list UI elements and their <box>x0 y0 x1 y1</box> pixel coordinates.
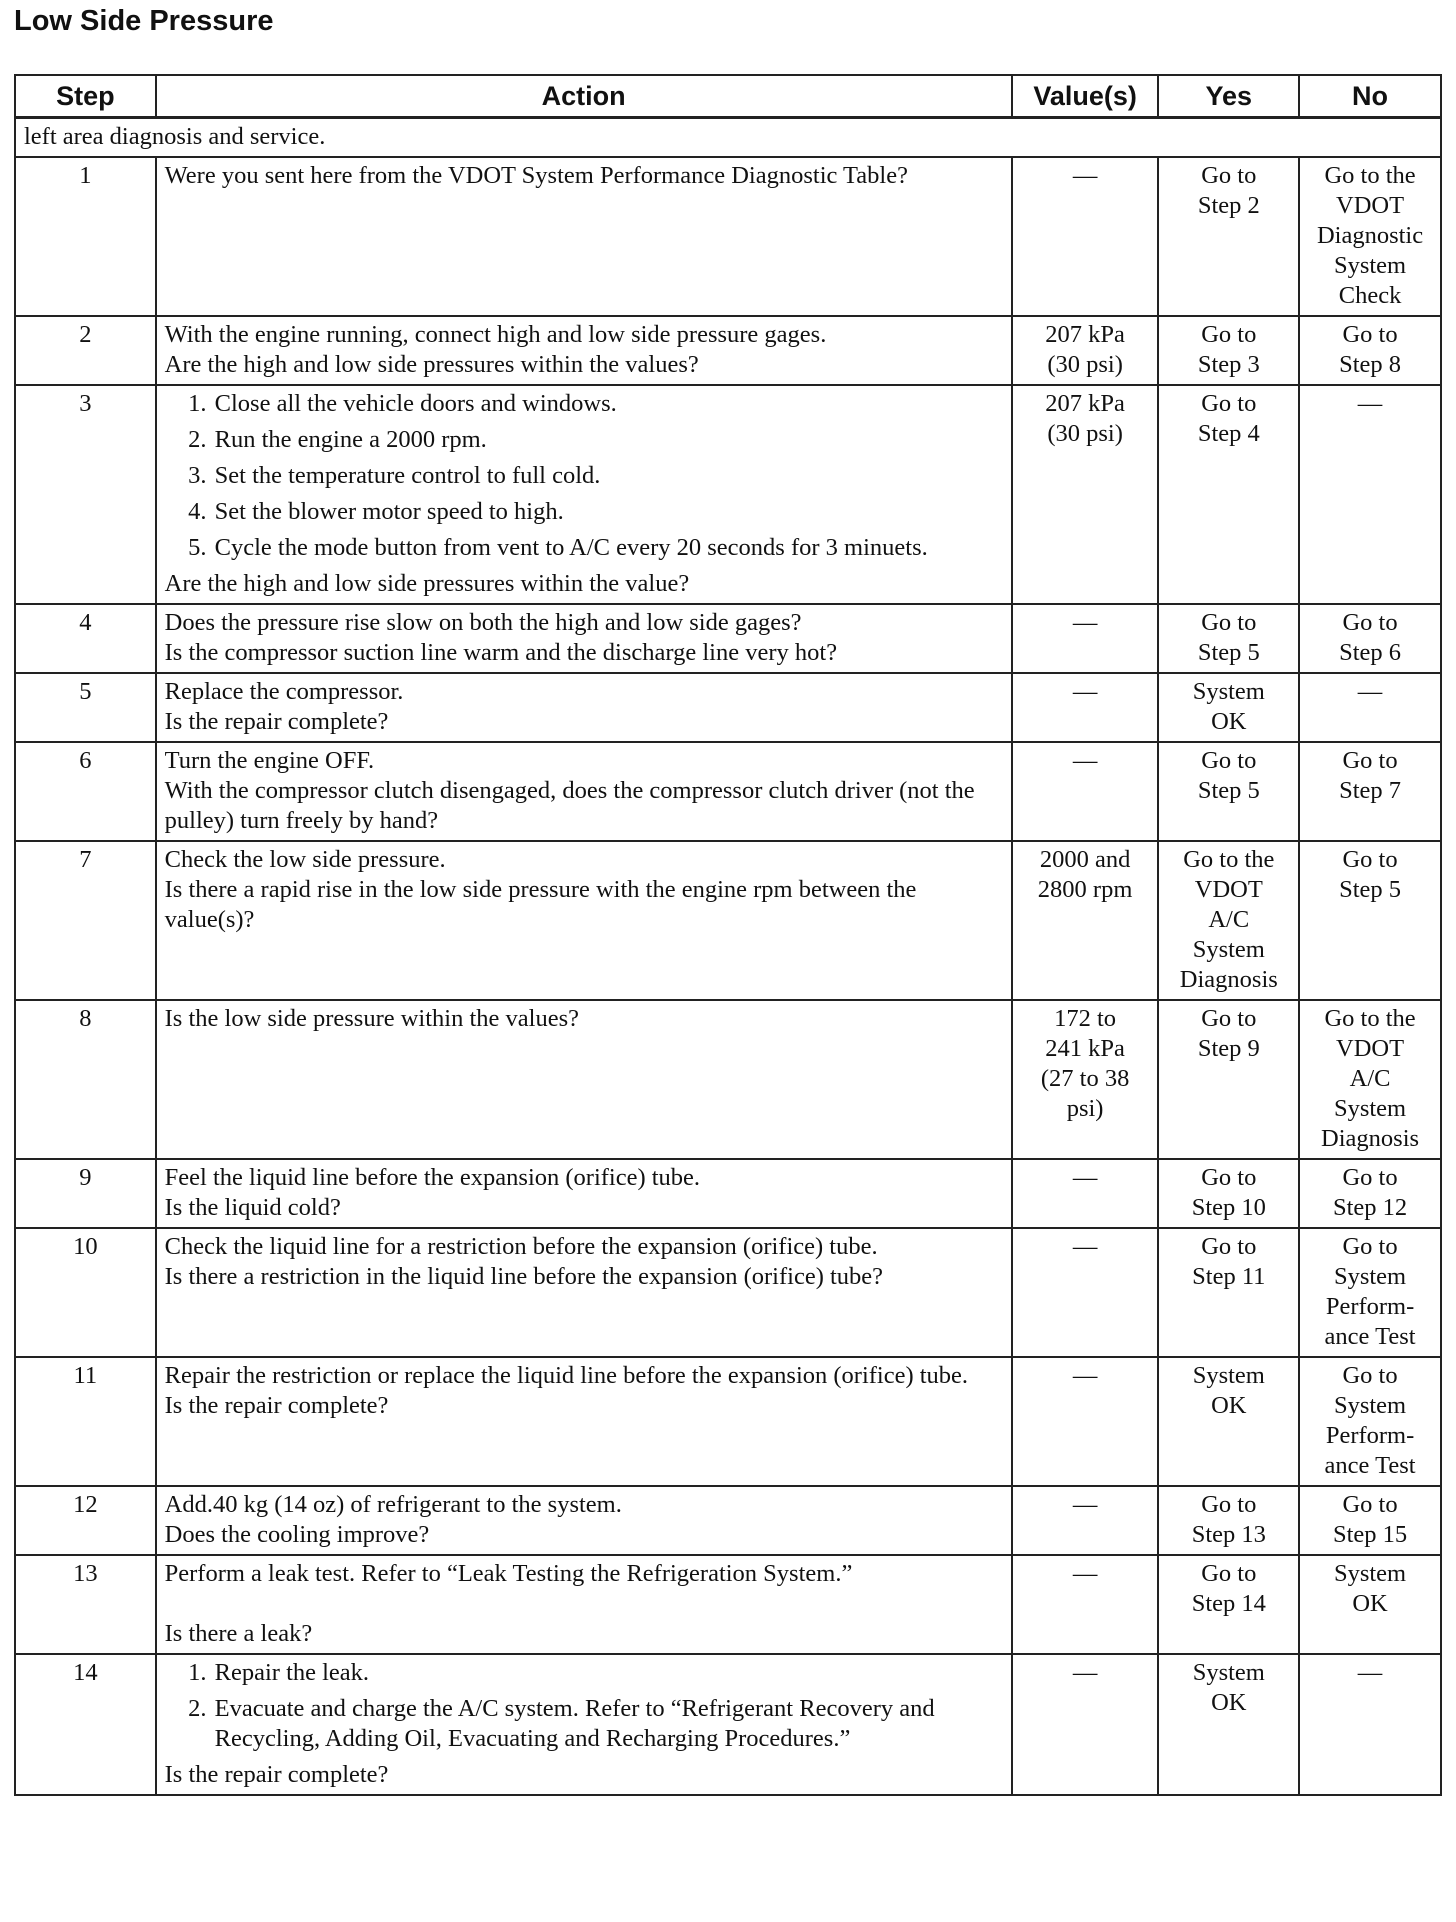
action-substep: 2. Run the engine a 2000 rpm. <box>213 425 1003 455</box>
header-action: Action <box>156 75 1012 118</box>
yes-cell <box>1158 316 1299 385</box>
action-cell <box>156 1654 1012 1795</box>
action-substep: 1. Close all the vehicle doors and windows. <box>213 389 1003 419</box>
value-line: 241 kPa <box>1045 1035 1125 1062</box>
no-line: Go to <box>1342 609 1398 636</box>
no-cell <box>1299 742 1441 841</box>
value-line: psi) <box>1066 1095 1104 1122</box>
yes-cell <box>1158 385 1299 604</box>
no-cell <box>1299 1654 1441 1795</box>
value-cell <box>1012 157 1159 316</box>
action-substep: 5. Cycle the mode button from vent to A/C every 20 seconds for 3 minuets. <box>213 533 1003 563</box>
step-number: 9 <box>15 1159 156 1228</box>
yes-line: Step 11 <box>1192 1263 1266 1290</box>
action-question: Are the high and low side pressures within the value? <box>164 570 690 597</box>
value-cell <box>1012 316 1159 385</box>
table-row <box>15 742 1441 841</box>
no-line: Go to <box>1342 1362 1398 1389</box>
no-line: Check <box>1338 282 1402 309</box>
action-line: Is the low side pressure within the values? <box>164 1005 579 1032</box>
action-line: Is there a rapid rise in the low side pressure with the engine rpm between the value(s)? <box>164 876 917 933</box>
yes-line: Go to the <box>1183 846 1275 873</box>
value-cell <box>1012 742 1159 841</box>
action-cell <box>156 1555 1012 1654</box>
value-line: — <box>1072 1164 1098 1191</box>
yes-line: System <box>1192 1362 1265 1389</box>
table-row <box>15 604 1441 673</box>
no-cell <box>1299 1357 1441 1486</box>
no-line: Go to the <box>1324 1005 1416 1032</box>
action-cell <box>156 1159 1012 1228</box>
yes-line: VDOT <box>1194 876 1263 903</box>
header-no: No <box>1299 75 1441 118</box>
action-substeps <box>165 1658 1003 1754</box>
value-line: — <box>1072 747 1098 774</box>
action-line: Is there a restriction in the liquid line before the expansion (orifice) tube? <box>164 1263 884 1290</box>
value-cell <box>1012 1159 1159 1228</box>
table-row <box>15 316 1441 385</box>
value-cell <box>1012 673 1159 742</box>
value-line: (30 psi) <box>1047 420 1123 447</box>
no-line: Step 5 <box>1339 876 1402 903</box>
value-line: (30 psi) <box>1047 351 1123 378</box>
no-line: Perform- <box>1325 1293 1415 1320</box>
table-row <box>15 1000 1441 1159</box>
yes-line: Go to <box>1201 747 1257 774</box>
no-line: Step 12 <box>1332 1194 1408 1221</box>
value-line: — <box>1072 1491 1098 1518</box>
value-line: — <box>1072 162 1098 189</box>
value-line: (27 to 38 <box>1040 1065 1130 1092</box>
no-line: System <box>1333 1263 1407 1290</box>
no-line: System <box>1333 1560 1407 1587</box>
value-cell <box>1012 1000 1159 1159</box>
step-number: 5 <box>15 673 156 742</box>
table-row <box>15 1159 1441 1228</box>
no-line: A/C <box>1349 1065 1391 1092</box>
no-cell <box>1299 316 1441 385</box>
action-line <box>165 1589 1003 1619</box>
yes-line: OK <box>1211 708 1247 735</box>
no-line: Diagnosis <box>1321 1125 1420 1152</box>
yes-line: Step 13 <box>1191 1521 1266 1548</box>
yes-cell <box>1158 742 1299 841</box>
yes-cell <box>1158 841 1299 1000</box>
intro-text: left area diagnosis and service. <box>15 118 1441 158</box>
action-line: With the compressor clutch disengaged, does the compressor clutch driver (not the pulley) turn freely by hand? <box>164 777 975 834</box>
value-line: — <box>1072 1362 1098 1389</box>
table-row <box>15 1228 1441 1357</box>
yes-line: Go to <box>1201 1560 1257 1587</box>
yes-line: System <box>1192 936 1265 963</box>
action-cell <box>156 604 1012 673</box>
action-line: Is there a leak? <box>164 1620 313 1647</box>
value-line: — <box>1072 1659 1098 1686</box>
table-row <box>15 1654 1441 1795</box>
yes-line: Step 5 <box>1197 639 1260 666</box>
table-row <box>15 385 1441 604</box>
table-row <box>15 1357 1441 1486</box>
no-cell <box>1299 673 1441 742</box>
yes-line: Step 3 <box>1197 351 1260 378</box>
no-line: System <box>1333 1095 1407 1122</box>
no-line: Go to <box>1342 747 1398 774</box>
action-line: Feel the liquid line before the expansion (orifice) tube. <box>164 1164 701 1191</box>
table-row <box>15 841 1441 1000</box>
table-row <box>15 1555 1441 1654</box>
action-line: Check the low side pressure. <box>164 846 446 873</box>
no-line: ance Test <box>1324 1323 1416 1350</box>
step-number: 13 <box>15 1555 156 1654</box>
no-line: — <box>1357 390 1383 417</box>
step-number: 7 <box>15 841 156 1000</box>
action-question: Is the repair complete? <box>164 1761 389 1788</box>
no-line: Diagnostic <box>1316 222 1424 249</box>
diagnostic-table <box>14 74 1442 1796</box>
action-line: Were you sent here from the VDOT System Performance Diagnostic Table? <box>164 162 908 189</box>
action-line: Is the repair complete? <box>164 708 389 735</box>
header-step: Step <box>15 75 156 118</box>
action-cell <box>156 673 1012 742</box>
yes-cell <box>1158 1357 1299 1486</box>
value-cell <box>1012 604 1159 673</box>
value-line: — <box>1072 1560 1098 1587</box>
value-cell <box>1012 1357 1159 1486</box>
no-line: System <box>1333 252 1407 279</box>
step-number: 6 <box>15 742 156 841</box>
yes-line: Go to <box>1201 1233 1257 1260</box>
step-number: 1 <box>15 157 156 316</box>
yes-cell <box>1158 1228 1299 1357</box>
action-line: Repair the restriction or replace the liquid line before the expansion (orifice) tube. <box>164 1362 969 1389</box>
no-line: ance Test <box>1324 1452 1416 1479</box>
no-line: Go to <box>1342 846 1398 873</box>
value-cell <box>1012 1555 1159 1654</box>
yes-line: System <box>1192 678 1265 705</box>
yes-cell <box>1158 1555 1299 1654</box>
value-line: — <box>1072 609 1098 636</box>
no-line: Go to <box>1342 1233 1398 1260</box>
yes-cell <box>1158 1159 1299 1228</box>
step-number: 10 <box>15 1228 156 1357</box>
yes-line: Step 9 <box>1197 1035 1260 1062</box>
action-substep: 2. Evacuate and charge the A/C system. Refer to “Refrigerant Recovery and Recycling, Adding Oil, Evacuating and Recharging Procedures.” <box>213 1694 1003 1754</box>
action-line: Does the cooling improve? <box>164 1521 430 1548</box>
step-number: 12 <box>15 1486 156 1555</box>
step-number: 8 <box>15 1000 156 1159</box>
table-row <box>15 157 1441 316</box>
action-line: Is the liquid cold? <box>164 1194 341 1221</box>
yes-cell <box>1158 673 1299 742</box>
action-substeps <box>165 389 1003 563</box>
yes-cell <box>1158 157 1299 316</box>
no-line: VDOT <box>1336 192 1405 219</box>
value-cell <box>1012 1654 1159 1795</box>
step-number: 3 <box>15 385 156 604</box>
yes-cell <box>1158 1654 1299 1795</box>
action-cell <box>156 1357 1012 1486</box>
no-line: — <box>1357 1659 1383 1686</box>
action-cell <box>156 1228 1012 1357</box>
no-cell <box>1299 1000 1441 1159</box>
table-header-row <box>15 75 1441 118</box>
action-line: Turn the engine OFF. <box>164 747 375 774</box>
yes-line: Go to <box>1201 1164 1257 1191</box>
value-cell <box>1012 385 1159 604</box>
step-number: 11 <box>15 1357 156 1486</box>
yes-line: Step 5 <box>1197 777 1260 804</box>
no-cell <box>1299 1228 1441 1357</box>
action-cell <box>156 1486 1012 1555</box>
action-line: Perform a leak test. Refer to “Leak Testing the Refrigeration System.” <box>164 1560 853 1587</box>
no-line: Step 8 <box>1339 351 1402 378</box>
action-substep: 4. Set the blower motor speed to high. <box>213 497 1003 527</box>
action-line: With the engine running, connect high and low side pressure gages. <box>164 321 827 348</box>
yes-line: OK <box>1211 1689 1247 1716</box>
value-line: 172 to <box>1054 1005 1117 1032</box>
action-cell <box>156 841 1012 1000</box>
no-line: OK <box>1352 1590 1388 1617</box>
no-cell <box>1299 385 1441 604</box>
header-values: Value(s) <box>1012 75 1159 118</box>
no-cell <box>1299 841 1441 1000</box>
table-body <box>15 118 1441 1796</box>
no-line: Go to <box>1342 321 1398 348</box>
yes-line: Go to <box>1201 609 1257 636</box>
action-cell <box>156 1000 1012 1159</box>
no-line: Go to the <box>1324 162 1416 189</box>
value-cell <box>1012 841 1159 1000</box>
no-cell <box>1299 157 1441 316</box>
intro-row <box>15 118 1441 158</box>
table-row <box>15 673 1441 742</box>
no-cell <box>1299 1159 1441 1228</box>
page-title: Low Side Pressure <box>14 5 274 37</box>
action-line: Is the compressor suction line warm and the discharge line very hot? <box>164 639 838 666</box>
yes-line: Step 10 <box>1191 1194 1266 1221</box>
step-number: 2 <box>15 316 156 385</box>
no-cell <box>1299 1486 1441 1555</box>
action-line: Does the pressure rise slow on both the high and low side gages? <box>164 609 802 636</box>
value-line: 2000 and <box>1039 846 1131 873</box>
yes-cell <box>1158 1486 1299 1555</box>
action-cell <box>156 316 1012 385</box>
value-line: — <box>1072 1233 1098 1260</box>
action-substep: 1. Repair the leak. <box>213 1658 1003 1688</box>
value-line: — <box>1072 678 1098 705</box>
action-substep: 3. Set the temperature control to full cold. <box>213 461 1003 491</box>
table-row <box>15 1486 1441 1555</box>
yes-line: Go to <box>1201 162 1257 189</box>
yes-line: A/C <box>1208 906 1250 933</box>
yes-line: Step 2 <box>1197 192 1260 219</box>
value-line: 207 kPa <box>1045 390 1125 417</box>
action-line: Add.40 kg (14 oz) of refrigerant to the system. <box>164 1491 622 1518</box>
header-yes: Yes <box>1158 75 1299 118</box>
no-line: Perform- <box>1325 1422 1415 1449</box>
no-line: VDOT <box>1336 1035 1405 1062</box>
yes-line: Step 14 <box>1191 1590 1266 1617</box>
value-line: 2800 rpm <box>1037 876 1133 903</box>
value-cell <box>1012 1486 1159 1555</box>
no-line: Step 6 <box>1339 639 1402 666</box>
yes-line: Go to <box>1201 1491 1257 1518</box>
yes-line: Go to <box>1201 1005 1257 1032</box>
no-cell <box>1299 604 1441 673</box>
action-cell <box>156 385 1012 604</box>
action-line: Replace the compressor. <box>164 678 404 705</box>
no-line: System <box>1333 1392 1407 1419</box>
yes-line: Go to <box>1201 321 1257 348</box>
value-line: 207 kPa <box>1045 321 1125 348</box>
action-cell <box>156 742 1012 841</box>
no-line: Go to <box>1342 1491 1398 1518</box>
step-number: 14 <box>15 1654 156 1795</box>
action-line: Are the high and low side pressures within the values? <box>164 351 699 378</box>
yes-cell <box>1158 1000 1299 1159</box>
no-line: Go to <box>1342 1164 1398 1191</box>
no-cell <box>1299 1555 1441 1654</box>
step-number: 4 <box>15 604 156 673</box>
yes-line: OK <box>1211 1392 1247 1419</box>
yes-cell <box>1158 604 1299 673</box>
action-line: Is the repair complete? <box>164 1392 389 1419</box>
yes-line: Go to <box>1201 390 1257 417</box>
yes-line: System <box>1192 1659 1265 1686</box>
yes-line: Diagnosis <box>1179 966 1278 993</box>
no-line: Step 7 <box>1339 777 1402 804</box>
yes-line: Step 4 <box>1197 420 1260 447</box>
action-cell <box>156 157 1012 316</box>
action-line: Check the liquid line for a restriction before the expansion (orifice) tube. <box>164 1233 878 1260</box>
no-line: — <box>1357 678 1383 705</box>
value-cell <box>1012 1228 1159 1357</box>
no-line: Step 15 <box>1332 1521 1408 1548</box>
